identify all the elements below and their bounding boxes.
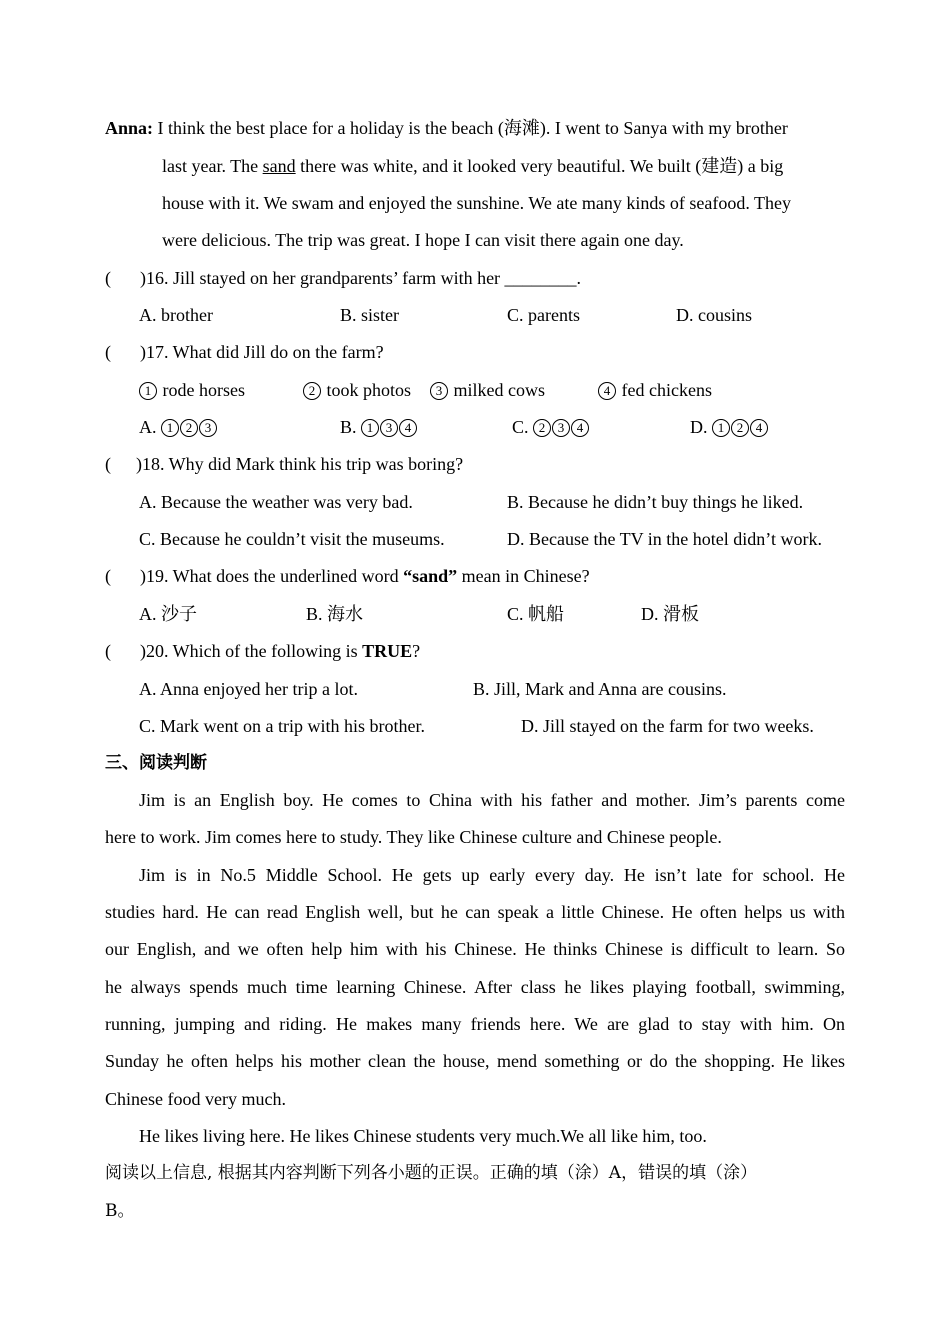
anna-line-3: house with it. We swam and enjoyed the sunshine. We ate many kinds of seafood. They (162, 193, 791, 213)
question-18 (105, 453, 463, 475)
passage-p1-line-2: here to work. Jim comes here to study. They like Chinese culture and Chinese people. (105, 827, 722, 847)
circled-number: 3 (380, 419, 398, 437)
circled-number: 3 (430, 382, 448, 400)
q20-option-c[interactable]: C. Mark went on a trip with his brother. (139, 716, 425, 736)
option-label: A. (139, 417, 161, 437)
question-19-text-b: mean in Chinese? (457, 566, 590, 586)
q20-option-b[interactable]: B. Jill, Mark and Anna are cousins. (473, 679, 727, 699)
q17-item-2 (303, 379, 411, 401)
answer-bracket[interactable]: ( (105, 641, 111, 661)
circled-number: 2 (731, 419, 749, 437)
passage-p2-line-5: running, jumping and riding. He makes many friends here. We are glad to stay with him. On (105, 1014, 845, 1034)
q17-item-text: milked cows (449, 380, 545, 400)
circled-number: 4 (399, 419, 417, 437)
circled-number: 1 (161, 419, 179, 437)
circled-number: 1 (712, 419, 730, 437)
circled-number: 2 (180, 419, 198, 437)
q18-option-c[interactable]: C. Because he couldn’t visit the museums. (139, 529, 445, 549)
q17-item-3 (430, 379, 545, 401)
circled-number: 2 (533, 419, 551, 437)
anna-text-2a: last year. The (162, 156, 263, 176)
instruction-line-2: B。 (105, 1201, 135, 1221)
anna-text-2b: there was white, and it looked very beautiful. We built (建造) a big (295, 156, 784, 176)
anna-text-1: I think the best place for a holiday is the beach (海滩). I went to Sanya with my brother (153, 118, 788, 138)
passage-p2-line-6: Sunday he often helps his mother clean the house, mend something or do the shopping. He likes (105, 1051, 845, 1071)
section-heading: 三、阅读判断 (105, 753, 207, 773)
q17-item-4 (598, 379, 712, 401)
anna-line-2 (162, 155, 783, 177)
q19-option-a[interactable]: A. 沙子 (139, 604, 197, 624)
question-19 (105, 565, 590, 587)
passage-p1-line-1: Jim is an English boy. He comes to China with his father and mother. Jim’s parents come (139, 790, 845, 810)
question-20-text-b: ? (412, 641, 421, 661)
question-19-keyword: “sand” (403, 566, 458, 586)
passage-p3: He likes living here. He likes Chinese students very much.We all like him, too. (139, 1126, 707, 1146)
question-16-text: )16. Jill stayed on her grandparents’ farm with her ________. (140, 268, 582, 288)
circled-number: 1 (361, 419, 379, 437)
circled-number: 3 (552, 419, 570, 437)
q19-option-b[interactable]: B. 海水 (306, 604, 364, 624)
circled-number: 4 (598, 382, 616, 400)
option-label: D. (690, 417, 712, 437)
answer-bracket[interactable]: ( (105, 454, 111, 474)
instruction-line-1: 阅读以上信息, 根据其内容判断下列各小题的正误。正确的填（涂）A，错误的填（涂） (105, 1163, 758, 1183)
q17-option-d[interactable] (690, 416, 769, 438)
q18-option-d[interactable]: D. Because the TV in the hotel didn’t work. (507, 529, 822, 549)
circled-number: 4 (750, 419, 768, 437)
answer-bracket[interactable]: ( (105, 268, 111, 288)
question-16 (105, 267, 581, 289)
question-17 (105, 341, 384, 363)
anna-line-4: were delicious. The trip was great. I hope I can visit there again one day. (162, 230, 684, 250)
circled-number: 1 (139, 382, 157, 400)
q17-option-b[interactable] (340, 416, 418, 438)
q16-option-a[interactable]: A. brother (139, 305, 213, 325)
passage-p2-line-3: our English, and we often help him with his Chinese. He thinks Chinese is difficult to learn. So (105, 939, 845, 959)
passage-p2-line-7: Chinese food very much. (105, 1089, 286, 1109)
question-18-text: )18. Why did Mark think his trip was boring? (136, 454, 464, 474)
circled-number: 3 (199, 419, 217, 437)
passage-p2-line-1: Jim is in No.5 Middle School. He gets up early every day. He isn’t late for school. He (139, 865, 845, 885)
q17-item-text: fed chickens (617, 380, 712, 400)
q20-option-a[interactable]: A. Anna enjoyed her trip a lot. (139, 679, 358, 699)
answer-bracket[interactable]: ( (105, 566, 111, 586)
question-20 (105, 640, 420, 662)
q17-item-text: rode horses (158, 380, 245, 400)
q17-option-a[interactable] (139, 416, 218, 438)
q16-option-d[interactable]: D. cousins (676, 305, 752, 325)
circled-number: 4 (571, 419, 589, 437)
anna-speaker: Anna: (105, 118, 154, 138)
q17-option-c[interactable] (512, 416, 590, 438)
circled-number: 2 (303, 382, 321, 400)
q17-item-1 (139, 379, 245, 401)
option-label: C. (512, 417, 534, 437)
q20-option-d[interactable]: D. Jill stayed on the farm for two weeks. (521, 716, 814, 736)
q18-option-a[interactable]: A. Because the weather was very bad. (139, 492, 413, 512)
passage-p2-line-4: he always spends much time learning Chinese. After class he likes playing football, swimming, (105, 977, 845, 997)
anna-line-1 (105, 117, 788, 139)
q19-option-d[interactable]: D. 滑板 (641, 604, 699, 624)
passage-p2-line-2: studies hard. He can read English well, but he can speak a little Chinese. He often helps us with (105, 902, 845, 922)
q17-item-text: took photos (322, 380, 412, 400)
underlined-word-sand: sand (262, 156, 296, 176)
question-20-text-a: )20. Which of the following is (140, 641, 363, 661)
question-20-keyword: TRUE (362, 641, 413, 661)
question-17-text: )17. What did Jill do on the farm? (140, 342, 384, 362)
answer-bracket[interactable]: ( (105, 342, 111, 362)
q16-option-b[interactable]: B. sister (340, 305, 400, 325)
q19-option-c[interactable]: C. 帆船 (507, 604, 565, 624)
q16-option-c[interactable]: C. parents (507, 305, 580, 325)
question-19-text-a: )19. What does the underlined word (140, 566, 404, 586)
q18-option-b[interactable]: B. Because he didn’t buy things he liked. (507, 492, 804, 512)
option-label: B. (340, 417, 362, 437)
